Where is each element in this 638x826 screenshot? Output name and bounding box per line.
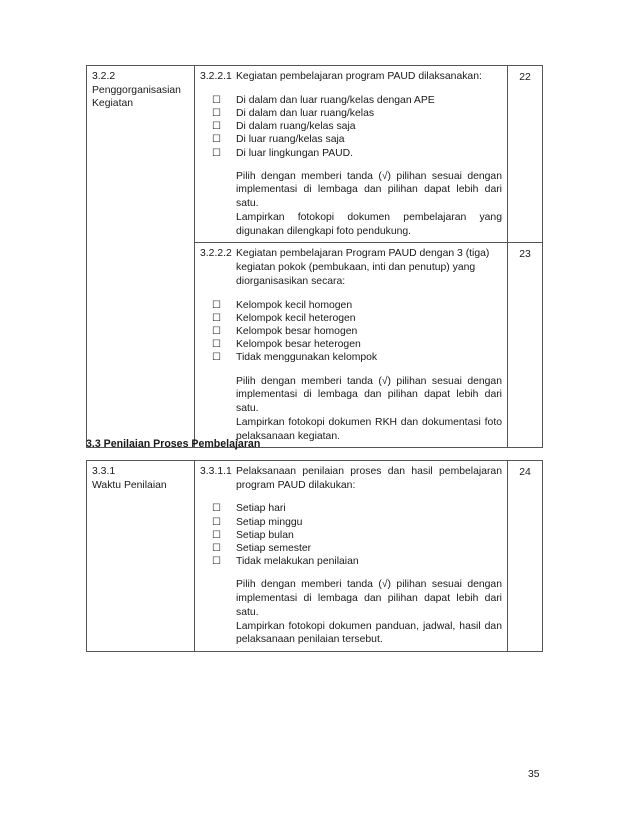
- criteria-item-cell: [195, 243, 508, 448]
- item-code: 3.2.2.2: [200, 248, 232, 260]
- criteria-title: Waktu Penilaian: [92, 479, 167, 491]
- criteria-table-3-3-1: [86, 460, 543, 652]
- item-code: 3.3.1.1: [200, 466, 232, 477]
- option-list: [212, 502, 502, 568]
- section-heading: 3.3 Penilaian Proses Pembelajaran: [86, 438, 261, 450]
- item-number-cell: [508, 66, 543, 243]
- checkbox-icon[interactable]: ☐: [212, 339, 221, 351]
- checkbox-icon[interactable]: ☐: [212, 299, 221, 311]
- attachment-text: Lampirkan fotokopi dokumen panduan, jadwal, hasil dan pelaksanaan penilaian tersebut.: [236, 620, 502, 646]
- item-question: Kegiatan pembelajaran program PAUD dilaksanakan:: [236, 71, 482, 82]
- option-label: Setiap minggu: [236, 516, 303, 528]
- checkbox-icon[interactable]: ☐: [212, 147, 221, 159]
- option-list: [212, 299, 502, 365]
- option-label: Kelompok kecil heterogen: [236, 312, 356, 324]
- list-item[interactable]: [212, 299, 502, 312]
- checkbox-icon[interactable]: ☐: [212, 529, 221, 541]
- criteria-item-cell: [195, 461, 508, 652]
- item-number: 22: [519, 72, 531, 83]
- list-item[interactable]: [212, 312, 502, 325]
- checkbox-icon[interactable]: ☐: [212, 312, 221, 324]
- checkbox-icon[interactable]: ☐: [212, 121, 221, 133]
- instruction-text: Pilih dengan memberi tanda (√) pilihan sesuai dengan implementasi di lembaga dan pilihan dapat lebih dari satu.: [236, 579, 502, 618]
- checkbox-icon[interactable]: ☐: [212, 556, 221, 568]
- list-item[interactable]: [212, 555, 502, 568]
- list-item[interactable]: [212, 107, 502, 120]
- criteria-code: 3.3.1: [92, 466, 116, 477]
- instruction-note: [236, 578, 502, 647]
- item-number-cell: [508, 243, 543, 448]
- option-list: [212, 94, 502, 160]
- item-number: 24: [519, 467, 531, 478]
- checkbox-icon[interactable]: ☐: [212, 326, 221, 338]
- table-row: [87, 66, 543, 243]
- checkbox-icon[interactable]: ☐: [212, 503, 221, 515]
- item-code: 3.2.2.1: [200, 71, 232, 82]
- option-label: Tidak melakukan penilaian: [236, 556, 359, 568]
- checkbox-icon[interactable]: ☐: [212, 94, 221, 106]
- criteria-label-cell: [87, 66, 195, 448]
- checkbox-icon[interactable]: ☐: [212, 134, 221, 146]
- criteria-label-cell: [87, 461, 195, 652]
- list-item[interactable]: [212, 120, 502, 133]
- list-item[interactable]: [212, 147, 502, 160]
- checkbox-icon[interactable]: ☐: [212, 516, 221, 528]
- table-row: [87, 461, 543, 652]
- option-label: Kelompok besar heterogen: [236, 339, 361, 351]
- list-item[interactable]: [212, 351, 502, 364]
- option-label: Di dalam ruang/kelas saja: [236, 121, 356, 133]
- instruction-note: [236, 170, 502, 239]
- attachment-text: Lampirkan fotokopi dokumen pembelajaran yang digunakan dilengkapi foto pendukung.: [236, 211, 502, 237]
- option-label: Kelompok besar homogen: [236, 326, 358, 338]
- page-number: 35: [528, 769, 540, 780]
- option-label: Di luar ruang/kelas saja: [236, 134, 345, 146]
- item-number-cell: [508, 461, 543, 652]
- attachment-text: Lampirkan fotokopi dokumen RKH dan dokumentasi foto pelaksanaan kegiatan.: [236, 416, 502, 442]
- item-question: Pelaksanaan penilaian proses dan hasil pembelajaran program PAUD dilakukan:: [236, 466, 502, 491]
- option-label: Setiap semester: [236, 543, 312, 555]
- option-label: Tidak menggunakan kelompok: [236, 352, 378, 364]
- list-item[interactable]: [212, 529, 502, 542]
- option-label: Di luar lingkungan PAUD.: [236, 147, 354, 159]
- option-label: Setiap hari: [236, 503, 286, 515]
- criteria-item-cell: [195, 66, 508, 243]
- item-number: 23: [519, 249, 531, 261]
- criteria-title: Penggorganisasian Kegiatan: [92, 84, 181, 110]
- list-item[interactable]: [212, 133, 502, 146]
- option-label: Di dalam dan luar ruang/kelas: [236, 107, 375, 119]
- criteria-code: 3.2.2: [92, 71, 116, 82]
- checkbox-icon[interactable]: ☐: [212, 352, 221, 364]
- checkbox-icon[interactable]: ☐: [212, 107, 221, 119]
- option-label: Di dalam dan luar ruang/kelas dengan APE: [236, 94, 435, 106]
- option-label: Kelompok kecil homogen: [236, 299, 353, 311]
- item-question: Kegiatan pembelajaran Program PAUD dengan 3 (tiga) kegiatan pokok (pembukaan, inti dan penutup) yang diorganisasikan secara:: [236, 248, 490, 287]
- list-item[interactable]: [212, 542, 502, 555]
- list-item[interactable]: [212, 502, 502, 515]
- criteria-table-3-2-2: [86, 65, 543, 448]
- option-label: Setiap bulan: [236, 529, 294, 541]
- list-item[interactable]: [212, 94, 502, 107]
- checkbox-icon[interactable]: ☐: [212, 543, 221, 555]
- list-item[interactable]: [212, 516, 502, 529]
- instruction-text: Pilih dengan memberi tanda (√) pilihan sesuai dengan implementasi di lembaga dan pilihan dapat lebih dari satu.: [236, 170, 502, 210]
- list-item[interactable]: [212, 338, 502, 351]
- list-item[interactable]: [212, 325, 502, 338]
- instruction-text: Pilih dengan memberi tanda (√) pilihan sesuai dengan implementasi di lembaga dan pilihan dapat lebih dari satu.: [236, 375, 502, 415]
- instruction-note: [236, 375, 502, 444]
